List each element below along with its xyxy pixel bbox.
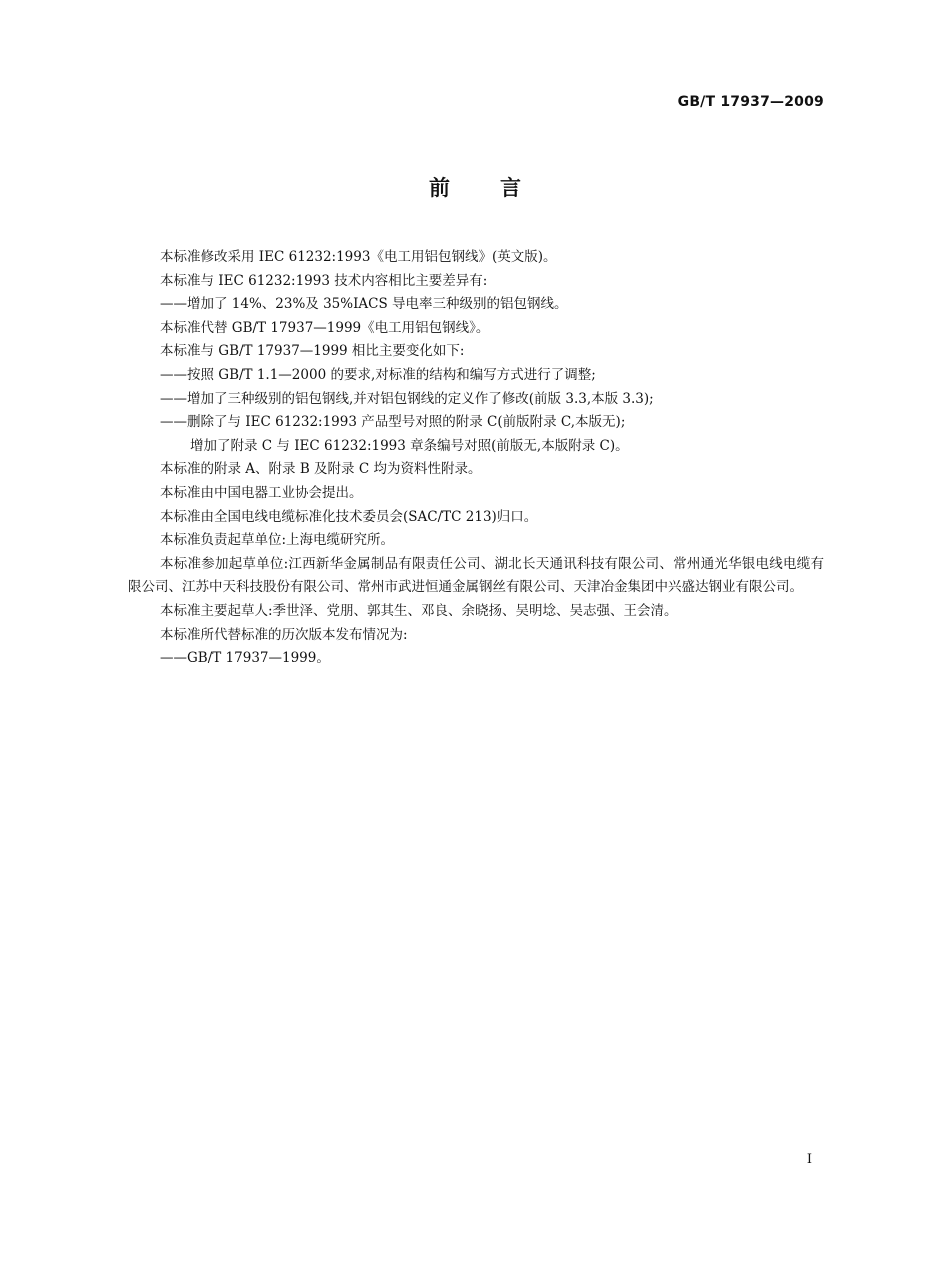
paragraph-drafting-unit: 本标准负责起草单位:上海电缆研究所。 (160, 532, 395, 549)
paragraph-participating-units: 本标准参加起草单位:江西新华金属制品有限责任公司、湖北长天通讯科技有限公司、常州通光华银电线电缆有限公司、江苏中天科技股份有限公司、常州市武进恒通金属钢丝有限公司、天津冶金集团中兴盛达钢业有限公司。 (128, 555, 824, 596)
paragraph-annexes: 本标准的附录 A、附录 B 及附录 C 均为资料性附录。 (160, 461, 482, 478)
paragraph-change-item-2: ——增加了三种级别的铝包钢线,并对铝包钢线的定义作了修改(前版 3.3,本版 3.3); (160, 390, 654, 407)
foreword-body (128, 246, 824, 671)
paragraph-history-item: ——GB/T 17937—1999。 (160, 650, 330, 667)
paragraph-difference-item: ——增加了 14%、23%及 35%IACS 导电率三种级别的铝包钢线。 (160, 296, 568, 313)
paragraph-adoption: 本标准修改采用 IEC 61232:1993《电工用铝包钢线》(英文版)。 (160, 249, 557, 265)
paragraph-drafters: 本标准主要起草人:季世泽、党朋、郭其生、邓良、余晓扬、吴明埝、吴志强、王会清。 (160, 602, 678, 619)
paragraph-change-item-1: ——按照 GB/T 1.1—2000 的要求,对标准的结构和编写方式进行了调整; (160, 366, 596, 383)
standard-code: GB/T 17937—2009 (677, 94, 824, 110)
paragraph-change-item-3: ——删除了与 IEC 61232:1993 产品型号对照的附录 C(前版附录 C,本版无); (160, 414, 626, 431)
paragraph-history-intro: 本标准所代替标准的历次版本发布情况为: (160, 626, 408, 643)
page-title: 前言 (429, 176, 571, 200)
paragraph-replaces: 本标准代替 GB/T 17937—1999《电工用铝包钢线》。 (160, 319, 490, 336)
paragraph-change-item-3-cont: 增加了附录 C 与 IEC 61232:1993 章条编号对照(前版无,本版附录 C)。 (190, 437, 629, 454)
page-number: I (806, 1152, 812, 1167)
paragraph-differences-intro: 本标准与 IEC 61232:1993 技术内容相比主要差异有: (160, 272, 488, 289)
paragraph-proposed-by: 本标准由中国电器工业协会提出。 (160, 484, 363, 501)
paragraph-changes-intro: 本标准与 GB/T 17937—1999 相比主要变化如下: (160, 343, 465, 360)
paragraph-under-jurisdiction: 本标准由全国电线电缆标准化技术委员会(SAC/TC 213)归口。 (160, 508, 538, 525)
